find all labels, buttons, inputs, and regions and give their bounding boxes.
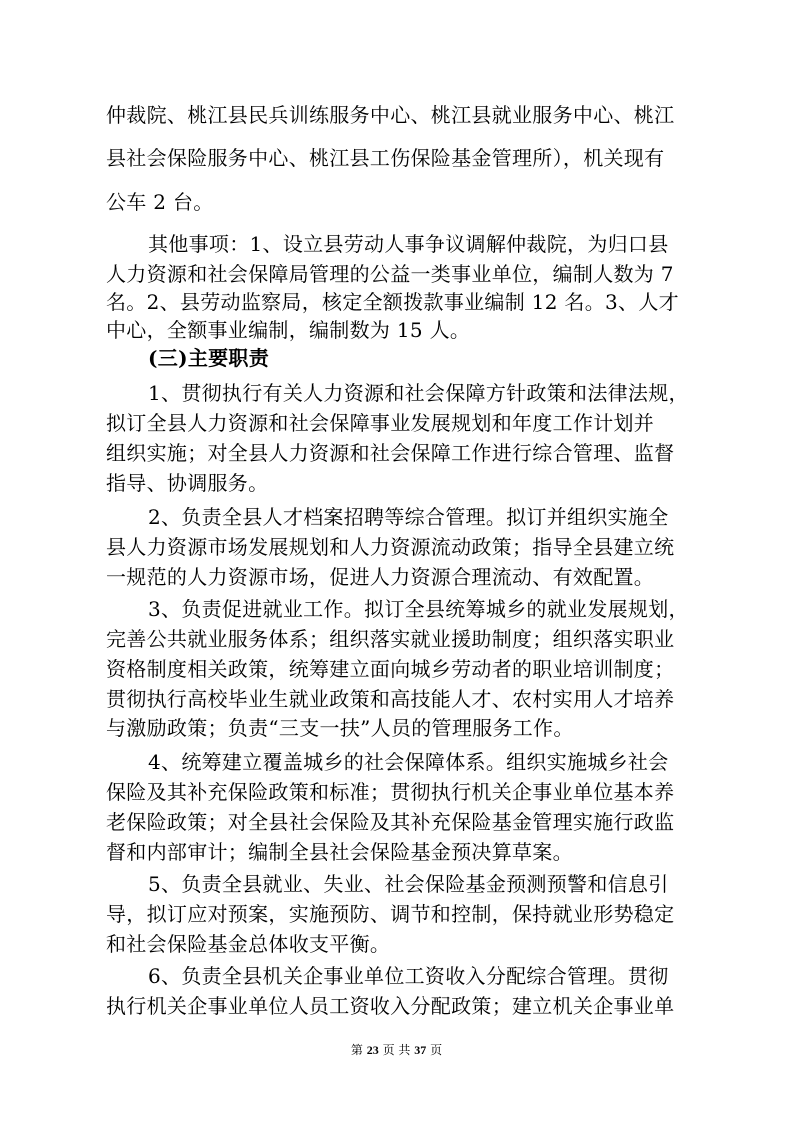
text-line: 与激励政策；负责“三支一扶”人员的管理服务工作。 xyxy=(106,716,574,740)
text-line: 老保险政策；对全县社会保险及其补充保险基金管理实施行政监 xyxy=(106,810,675,834)
text-line: 3、负责促进就业工作。拟订全县统筹城乡的就业发展规划， xyxy=(148,597,689,621)
text-line: 督和内部审计；编制全县社会保险基金预决算草案。 xyxy=(106,840,573,864)
text-line: 指导、协调服务。 xyxy=(106,471,269,495)
text-line: 中心，全额事业编制，编制数为 15 人。 xyxy=(106,318,471,342)
text-line: 组织实施；对全县人力资源和社会保障工作进行综合管理、监督 xyxy=(106,441,675,465)
text-line: 2、负责全县人才档案招聘等综合管理。拟订并组织实施全 xyxy=(148,505,669,529)
text-line: 保险及其补充保险政策和标准；贯彻执行机关企事业单位基本养 xyxy=(106,780,675,804)
text-line: 仲裁院、桃江县民兵训练服务中心、桃江县就业服务中心、桃江 xyxy=(106,103,675,127)
text-line: 和社会保险基金总体收支平衡。 xyxy=(106,932,391,956)
text-line: 4、统筹建立覆盖城乡的社会保障体系。组织实施城乡社会 xyxy=(148,750,669,774)
page-footer xyxy=(0,1042,793,1058)
text-line: 公车 2 台。 xyxy=(106,190,214,214)
text-line: 执行机关企事业单位人员工资收入分配政策；建立机关企事业单 xyxy=(106,994,675,1018)
text-line: 6、负责全县机关企事业单位工资收入分配综合管理。贯彻 xyxy=(148,964,669,988)
footer-prefix: 第 xyxy=(350,1043,363,1057)
footer-middle: 页 共 xyxy=(382,1043,411,1057)
text-line: 人力资源和社会保障局管理的公益一类事业单位，编制人数为 7 xyxy=(106,262,674,286)
text-line: 5、负责全县就业、失业、社会保险基金预测预警和信息引 xyxy=(148,872,669,896)
text-line: 其他事项：1、设立县劳动人事争议调解仲裁院，为归口县 xyxy=(148,232,669,256)
text-line: 名。2、县劳动监察局，核定全额拨款事业编制 12 名。3、人才 xyxy=(106,290,679,314)
text-line: 县人力资源市场发展规划和人力资源流动政策；指导全县建立统 xyxy=(106,535,675,559)
text-line: 导，拟订应对预案，实施预防、调节和控制，保持就业形势稳定 xyxy=(106,902,675,926)
text-line: 拟订全县人力资源和社会保障事业发展规划和年度工作计划并 xyxy=(106,411,655,435)
text-line: 资格制度相关政策，统筹建立面向城乡劳动者的职业培训制度； xyxy=(106,657,675,681)
current-page-number: 23 xyxy=(366,1043,379,1057)
section-heading: (三)主要职责 xyxy=(148,346,270,370)
text-line: 贯彻执行高校毕业生就业政策和高技能人才、农村实用人才培养 xyxy=(106,687,675,711)
text-line: 1、贯彻执行有关人力资源和社会保障方针政策和法律法规， xyxy=(148,381,689,405)
total-pages-number: 37 xyxy=(414,1043,427,1057)
footer-suffix: 页 xyxy=(430,1043,443,1057)
text-line: 县社会保险服务中心、桃江县工伤保险基金管理所），机关现有 xyxy=(106,146,665,170)
text-line: 一规范的人力资源市场，促进人力资源合理流动、有效配置。 xyxy=(106,565,655,589)
text-line: 完善公共就业服务体系；组织落实就业援助制度；组织落实职业 xyxy=(106,627,675,651)
